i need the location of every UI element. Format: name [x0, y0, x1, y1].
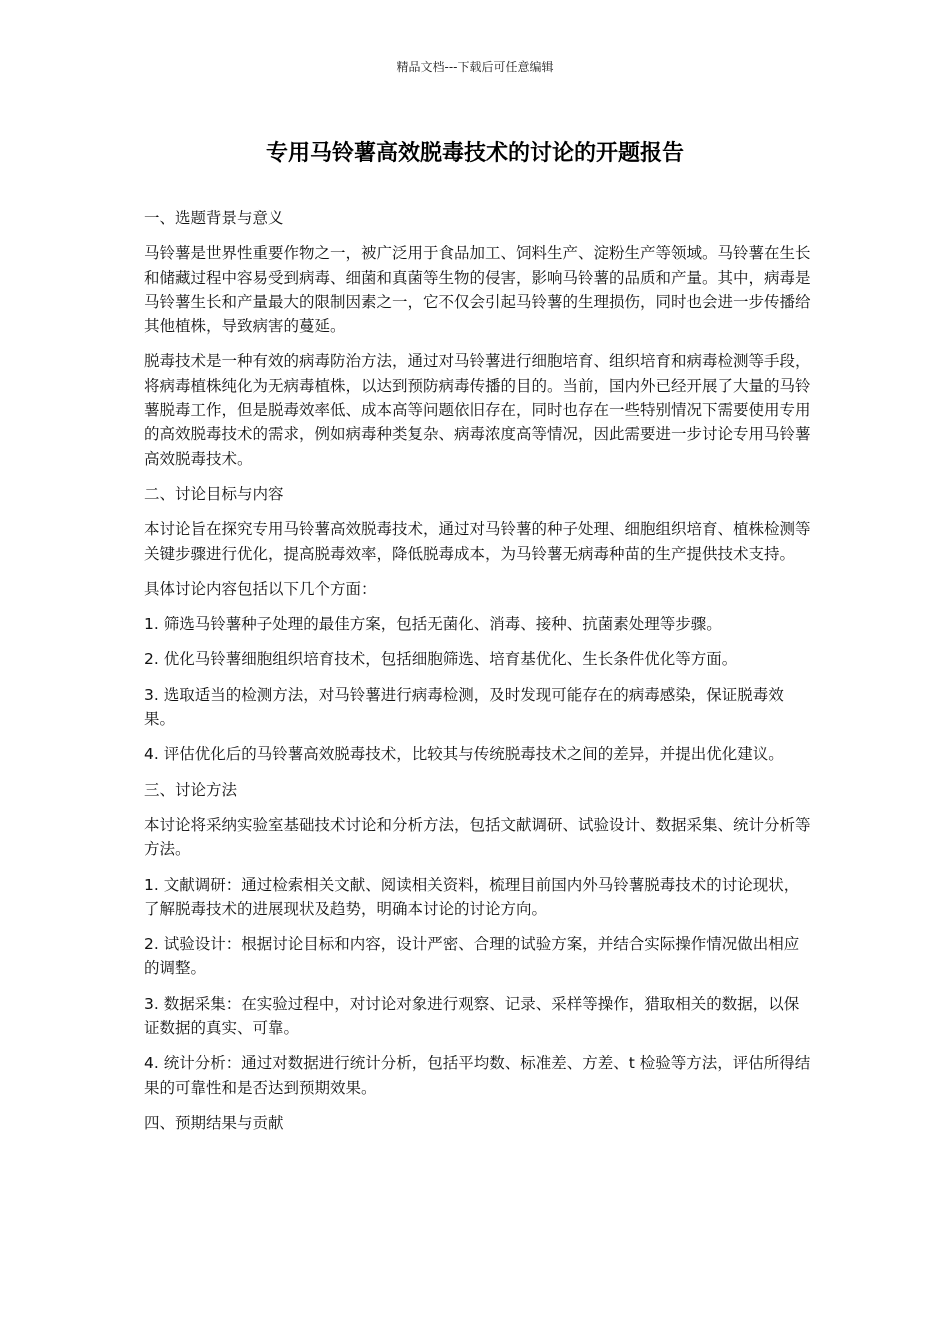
list-item: 3. 数据采集：在实验过程中，对讨论对象进行观察、记录、采样等操作，猎取相关的数据，以保证数据的真实、可靠。: [144, 994, 800, 1038]
list-item: 2. 试验设计：根据讨论目标和内容，设计严密、合理的试验方案，并结合实际操作情况做出相应的调整。: [144, 935, 800, 978]
page-header: 精品文档---下载后可任意编辑: [396, 60, 554, 74]
objectives-list: [144, 612, 812, 766]
list-item: 4. 评估优化后的马铃薯高效脱毒技术，比较其与传统脱毒技术之间的差异，并提出优化建议。: [144, 745, 784, 764]
list-item: 2. 优化马铃薯细胞组织培育技术，包括细胞筛选、培育基优化、生长条件优化等方面。: [144, 650, 738, 669]
document-body: [144, 206, 812, 1146]
list-item: 3. 选取适当的检测方法，对马铃薯进行病毒检测，及时发现可能存在的病毒感染，保证脱毒效果。: [144, 685, 784, 729]
paragraph: 脱毒技术是一种有效的病毒防治方法，通过对马铃薯进行细胞培育、组织培育和病毒检测等手段，将病毒植株纯化为无病毒植株，以达到预防病毒传播的目的。当前，国内外已经开展了大量的马铃薯脱毒工作，但是脱毒效率低、成本高等问题依旧存在，同时也存在一些特别情况下需要使用专用的高效脱毒技术的需求，例如病毒种类复杂、病毒浓度高等情况，因此需要进一步讨论专用马铃薯高效脱毒技术。: [144, 352, 811, 468]
section-heading-methods: 三、讨论方法: [144, 780, 238, 799]
section-heading-expected-results: 四、预期结果与贡献: [144, 1113, 284, 1132]
list-item: 1. 文献调研：通过检索相关文献、阅读相关资料，梳理目前国内外马铃薯脱毒技术的讨论现状，了解脱毒技术的进展现状及趋势，明确本讨论的讨论方向。: [144, 875, 800, 918]
paragraph: 马铃薯是世界性重要作物之一，被广泛用于食品加工、饲料生产、淀粉生产等领域。马铃薯在生长和储藏过程中容易受到病毒、细菌和真菌等生物的侵害，影响马铃薯的品质和产量。其中，病毒是马铃薯生长和产量最大的限制因素之一，它不仅会引起马铃薯的生理损伤，同时也会进一步传播给其他植株，导致病害的蔓延。: [144, 244, 811, 336]
section-heading-background: 一、选题背景与意义: [144, 209, 284, 227]
list-item: 1. 筛选马铃薯种子处理的最佳方案，包括无菌化、消毒、接种、抗菌素处理等步骤。: [144, 615, 722, 634]
paragraph: 具体讨论内容包括以下几个方面：: [144, 579, 377, 598]
paragraph: 本讨论旨在探究专用马铃薯高效脱毒技术，通过对马铃薯的种子处理、细胞组织培育、植株检测等关键步骤进行优化，提高脱毒效率，降低脱毒成本，为马铃薯无病毒种苗的生产提供技术支持。: [144, 520, 811, 563]
methods-list: [144, 873, 812, 1100]
paragraph: 本讨论将采纳实验室基础技术讨论和分析方法，包括文献调研、试验设计、数据采集、统计分析等方法。: [144, 815, 811, 859]
document-title: 专用马铃薯高效脱毒技术的讨论的开题报告: [265, 141, 684, 166]
section-heading-objectives: 二、讨论目标与内容: [144, 484, 284, 503]
list-item: 4. 统计分析：通过对数据进行统计分析，包括平均数、标准差、方差、t 检验等方法，评估所得结果的可靠性和是否达到预期效果。: [144, 1054, 811, 1097]
